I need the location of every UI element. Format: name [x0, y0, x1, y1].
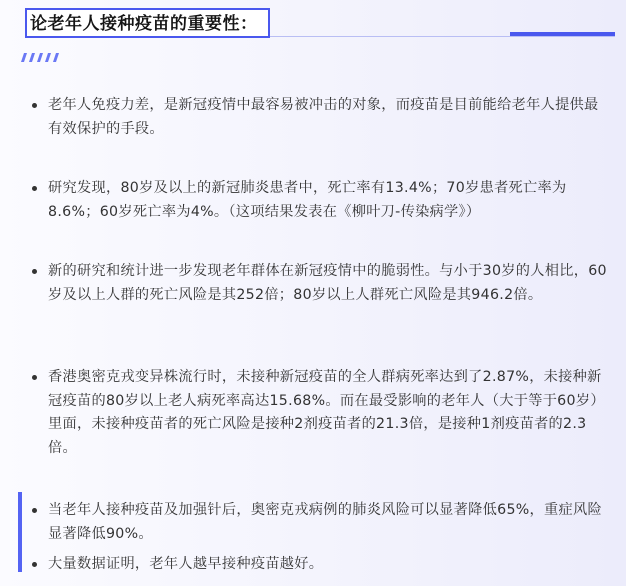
accent-bar: [18, 492, 22, 572]
heading-underline: [270, 36, 615, 37]
list-item: 当老年人接种疫苗及加强针后，奥密克戎病例的肺炎风险可以显著降低65%，重症风险显著降低90%。: [48, 499, 608, 546]
list-item: 大量数据证明，老年人越早接种疫苗越好。: [48, 553, 608, 577]
decorative-stripes-icon: [18, 53, 60, 62]
list-item: 老年人免疫力差，是新冠疫情中最容易被冲击的对象，而疫苗是目前能给老年人提供最有效保护的手段。: [48, 94, 608, 141]
list-item: 研究发现，80岁及以上的新冠肺炎患者中，死亡率有13.4%；70岁患者死亡率为8.6%；60岁死亡率为4%。（这项结果发表在《柳叶刀-传染病学》）: [48, 177, 608, 224]
list-item: 香港奥密克戎变异株流行时，未接种新冠疫苗的全人群病死率达到了2.87%，未接种新冠疫苗的80岁以上老人病死率高达15.68%。而在最受影响的老年人（大于等于60岁）里面，未接种疫苗者的死亡风险是接种2剂疫苗者的21.3倍，是接种1剂疫苗者的2.3倍。: [48, 366, 608, 460]
page-title: 论老年人接种疫苗的重要性：: [30, 14, 258, 34]
list-item: 新的研究和统计进一步发现老年群体在新冠疫情中的脆弱性。与小于30岁的人相比，60岁及以上人群的死亡风险是其252倍；80岁以上人群死亡风险是其946.2倍。: [48, 260, 608, 307]
heading-underline-accent: [510, 32, 615, 36]
